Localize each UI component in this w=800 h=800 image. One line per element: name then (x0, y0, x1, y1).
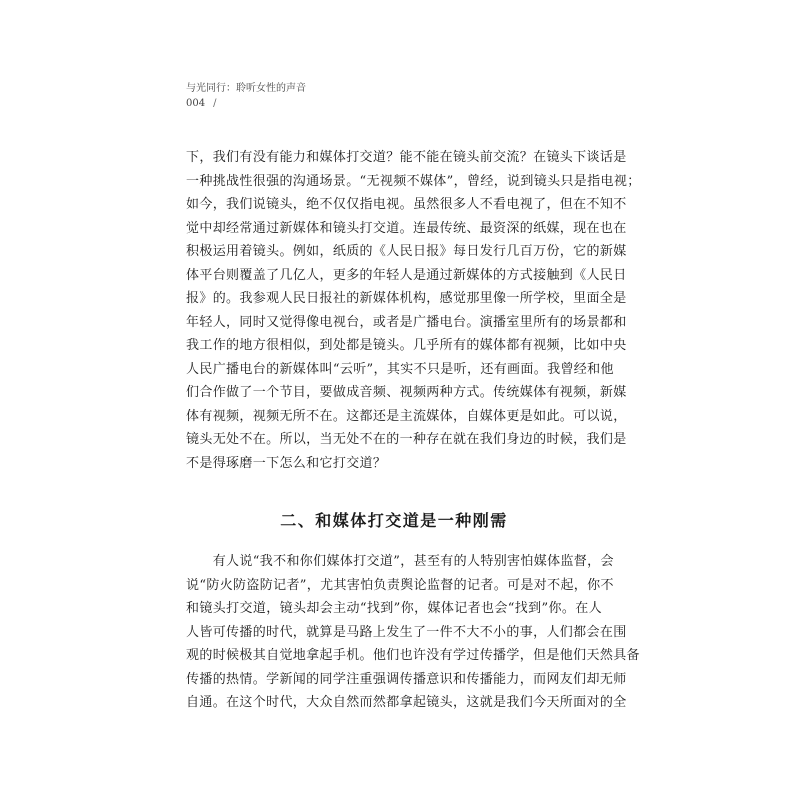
paragraph-1-line: 年轻人，同时又觉得像电视台，或者是广播电台。演播室里所有的场景都和 (186, 314, 627, 330)
paragraph-1-line: 们合作做了一个节目，要做成音频、视频两种方式。传统媒体有视频，新媒 (186, 385, 627, 400)
slash-mark: / (213, 98, 217, 109)
page-number-row (186, 97, 306, 111)
paragraph-1-line: 一种挑战性很强的沟通场景。“无视频不媒体”，曾经，说到镜头只是指电视； (186, 173, 641, 189)
paragraph-2-line: 有人说“我不和你们媒体打交道”，甚至有的人特别害怕媒体监督，会 (186, 554, 614, 569)
paragraph-1-line: 积极运用着镜头。例如，纸质的《人民日报》每日发行几百万份，它的新媒 (186, 244, 627, 259)
paragraph-2-line: 人皆可传播的时代，就算是马路上发生了一件不大不小的事，人们都会在围 (186, 624, 627, 640)
paragraph-1-line: 我工作的地方很相似，到处都是镜头。几乎所有的媒体都有视频，比如中央 (186, 338, 627, 353)
paragraph-2-line: 自通。在这个时代，大众自然而然都拿起镜头，这就是我们今天所面对的全 (186, 695, 627, 710)
paragraph-1-line: 镜头无处不在。所以，当无处不在的一种存在就在我们身边的时候，我们是 (186, 432, 627, 447)
paragraph-1-line: 下，我们有没有能力和媒体打交道？能不能在镜头前交流？在镜头下谈话是 (186, 150, 627, 165)
paragraph-1-line: 觉中却经常通过新媒体和镜头打交道。连最传统、最资深的纸媒，现在也在 (186, 220, 627, 236)
book-title: 与光同行：聆听女性的声音 (186, 83, 306, 94)
page-number: 004 (186, 98, 206, 109)
section-heading: 二、和媒体打交道是一种刚需 (280, 511, 508, 530)
paragraph-1-line: 报》的。我参观人民日报社的新媒体机构，感觉那里像一所学校，里面全是 (186, 291, 627, 306)
paragraph-1-line: 人民广播电台的新媒体叫“云听”，其实不只是听，还有画面。我曾经和他 (186, 361, 614, 377)
paragraph-2-line: 和镜头打交道，镜头却会主动“找到”你，媒体记者也会“找到”你。在人 (186, 601, 602, 616)
paragraph-1 (186, 146, 641, 475)
paragraph-2 (186, 550, 640, 715)
paragraph-1-line: 体有视频，视频无所不在。这都还是主流媒体，自媒体更是如此。可以说， (186, 408, 627, 424)
paragraph-2-line: 传播的热情。学新闻的同学注重强调传播意识和传播能力，而网友们却无师 (186, 671, 627, 687)
paragraph-1-line: 体平台则覆盖了几亿人，更多的年轻人是通过新媒体的方式接触到《人民日 (186, 267, 627, 283)
paragraph-1-line: 不是得琢磨一下怎么和它打交道？ (186, 455, 387, 471)
running-head (186, 82, 306, 111)
paragraph-2-line: 观的时候极其自觉地拿起手机。他们也许没有学过传播学，但是他们天然具备 (186, 648, 640, 663)
paragraph-1-line: 如今，我们说镜头，绝不仅仅指电视。虽然很多人不看电视了，但在不知不 (186, 197, 627, 212)
paragraph-2-line: 说“防火防盗防记者”，尤其害怕负责舆论监督的记者。可是对不起，你不 (186, 577, 614, 593)
